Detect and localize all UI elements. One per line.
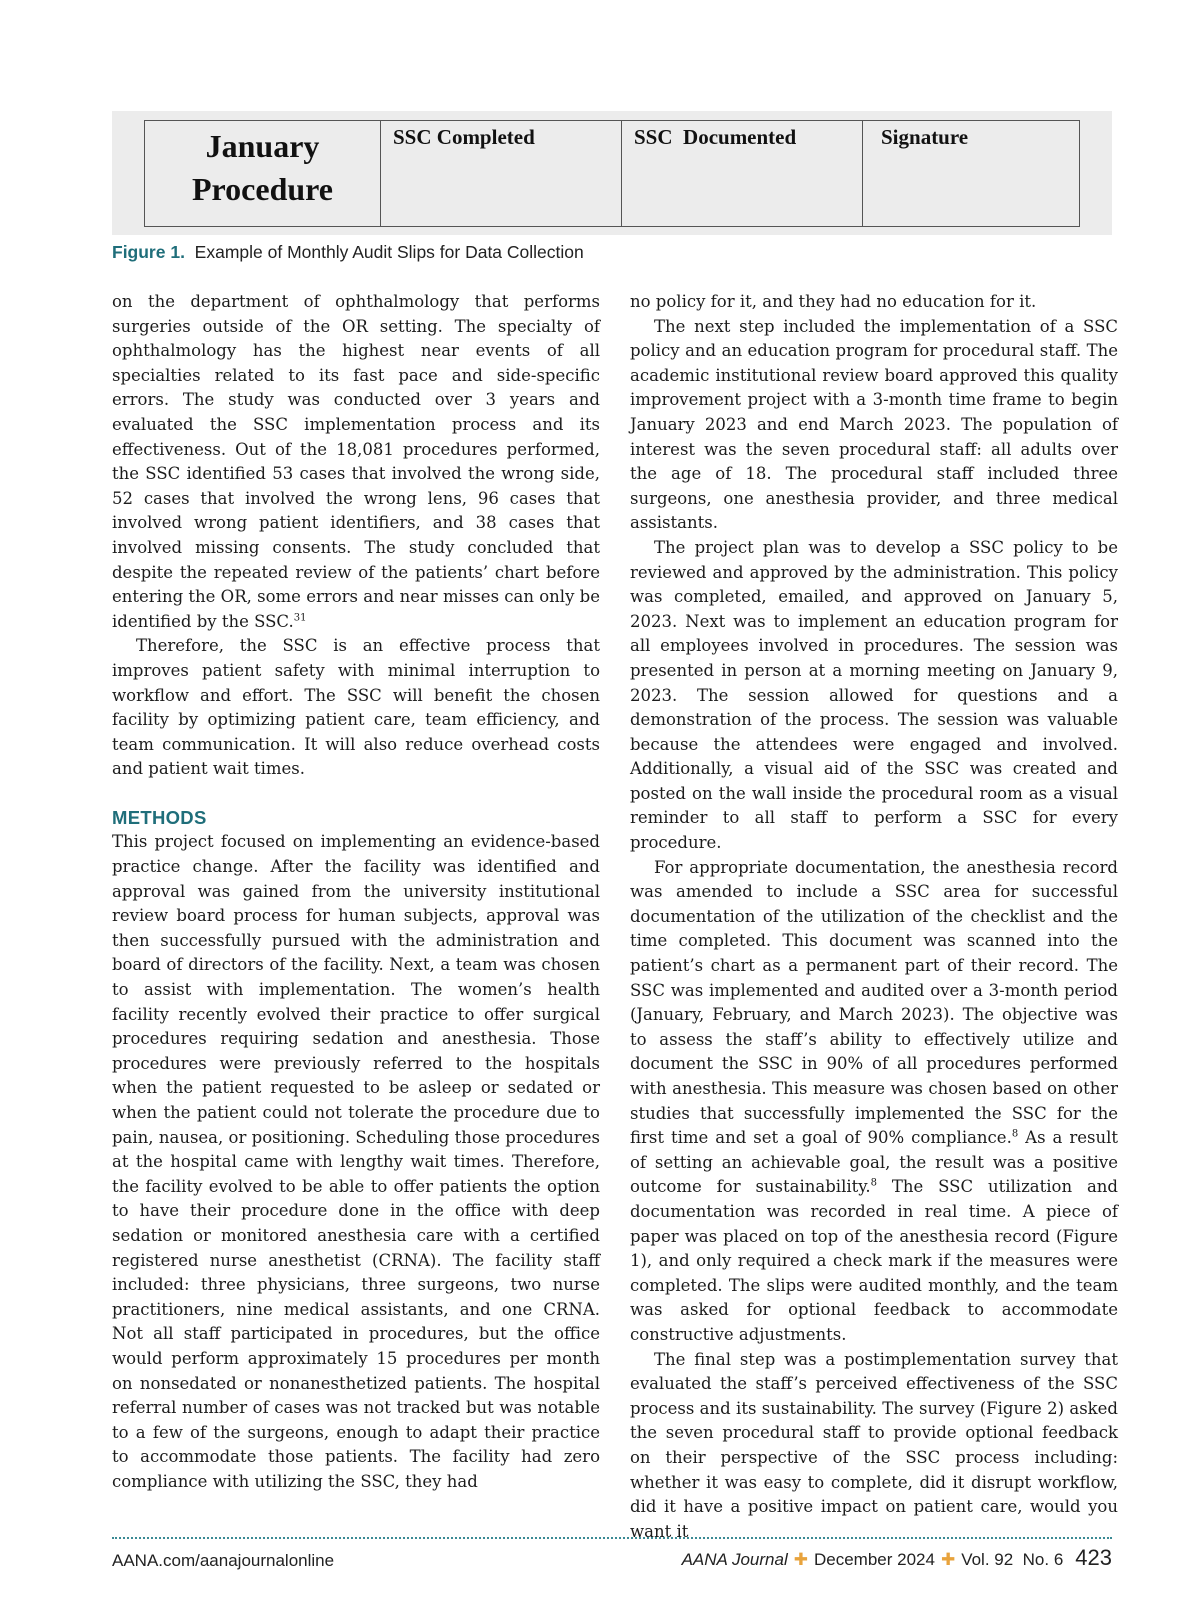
header-procedure: Procedure — [192, 171, 333, 207]
left-paragraph-1-text: on the department of ophthalmology that performs surgeries outside of the OR setting. The specialty of ophthalmology has the highest near events of all specialties related to its fast pace and side-specific errors. The study was conducted over 3 years and evaluated the SSC implementation process and its effectiveness. Out of the 18,081 procedures performed, the SSC identified 53 cases that involved the wrong side, 52 cases that involved the wrong lens, 96 cases that involved wrong patient identifiers, and 38 cases that involved missing consents. The study concluded that despite the repeated review of the patients’ chart before entering the OR, some errors and near misses can only be identified by the SSC. — [112, 292, 600, 631]
right-paragraph-1: no policy for it, and they had no education for it. — [630, 292, 1037, 311]
header-signature: Signature — [863, 121, 1080, 227]
figure-caption — [112, 242, 584, 263]
left-paragraph-2: Therefore, the SSC is an effective process that improves patient safety with minimal interruption to workflow and effort. The SSC will benefit the chosen facility by optimizing patient care, team efficiency, and team communication. It will also reduce overhead costs and patient wait times. — [112, 636, 600, 779]
reference-8b: 8 — [870, 1177, 878, 1189]
left-paragraph-1 — [112, 290, 600, 634]
header-january-procedure — [145, 121, 381, 227]
header-ssc-completed: SSC Completed — [381, 121, 622, 227]
header-january: January — [205, 128, 320, 164]
footer-dotted-rule — [112, 1537, 1112, 1539]
footer-date: December 2024 — [813, 1550, 935, 1569]
right-paragraph-4a: For appropriate documentation, the anesthesia record was amended to include a SSC area for successful documentation of the utilization of the checklist and the time completed. This document was scanned into the patient’s chart as a permanent part of their record. The SSC was implemented and audited over a 3-month period (January, February, and March 2023). The objective was to assess the staff’s ability to effectively utilize and document the SSC in 90% of all procedures performed with anesthesia. This measure was chosen based on other studies that successfully implemented the SSC for the first time and set a goal of 90% compliance. — [630, 857, 1118, 1148]
audit-slip-header-row — [145, 121, 1080, 227]
reference-8a: 8 — [1011, 1128, 1019, 1140]
footer-journal-name: AANA Journal — [681, 1550, 788, 1569]
plus-separator-icon: ✚ — [793, 1550, 808, 1569]
audit-slip-table — [144, 120, 1080, 227]
left-column — [112, 290, 600, 1495]
footer-page-number: 423 — [1075, 1545, 1112, 1570]
right-paragraph-3: The project plan was to develop a SSC policy to be reviewed and approved by the administration. This policy was completed, emailed, and approved on January 5, 2023. Next was to implement an education program for all employees involved in procedures. The session was presented in person at a morning meeting on January 9, 2023. The session allowed for questions and a demonstration of the process. The session was valuable because the attendees were engaged and involved. Additionally, a visual aid of the SSC was created and posted on the wall inside the procedural room as a visual reminder to all staff to perform a SSC for every procedure. — [630, 537, 1118, 853]
reference-31: 31 — [293, 612, 307, 624]
left-paragraph-3: This project focused on implementing an evidence-based practice change. After the facility was identified and approval was gained from the university institutional review board process for human subjects, approval was then successfully pursued with the administration and board of directors of the facility. Next, a team was chosen to assist with implementation. The women’s health facility recently evolved their practice to offer surgical procedures requiring sedation and anesthesia. Those procedures were previously referred to the hospitals when the patient requested to be asleep or sedated or when the patient could not tolerate the procedure due to pain, nausea, or positioning. Scheduling those procedures at the hospital came with lengthy wait times. Therefore, the facility evolved to be able to offer patients the option to have their procedure done in the office with deep sedation or monitored anesthesia care with a certified registered nurse anesthetist (CRNA). The facility staff included: three physicians, three surgeons, two nurse practitioners, nine medical assistants, and one CRNA. Not all staff participated in procedures, but the office would perform approximately 15 procedures per month on nonsedated or nonanesthetized patients. The hospital referral number of cases was not tracked but was notable to a few of the surgeons, enough to adapt their practice to accommodate those patients. The facility had zero compliance with utilizing the SSC, they had — [112, 832, 600, 1491]
right-paragraph-4c: The SSC utilization and documentation was recorded in real time. A piece of paper was placed on top of the anesthesia record (Figure 1), and only required a check mark if the measures were completed. The slips were audited monthly, and the team was asked for optional feedback to accommodate constructive adjustments. — [630, 1177, 1118, 1344]
footer-website[interactable]: AANA.com/aanajournalonline — [112, 1551, 335, 1570]
section-gap — [112, 782, 600, 806]
header-ssc-documented: SSC Documented — [622, 121, 863, 227]
right-paragraph-4 — [630, 856, 1118, 1348]
footer-journal-info — [682, 1545, 1112, 1571]
right-column — [630, 290, 1118, 1544]
right-paragraph-4b: As a result of setting an achievable goal, the result was a positive outcome for sustainability. — [630, 1128, 1118, 1197]
right-paragraph-2: The next step included the implementation of a SSC policy and an education program for procedural staff. The academic institutional review board approved this quality improvement project with a 3-month time frame to begin January 2023 and end March 2023. The population of interest was the seven procedural staff: all adults over the age of 18. The procedural staff included three surgeons, one anesthesia provider, and three medical assistants. — [630, 316, 1118, 533]
figure-caption-label: Figure 1. — [112, 242, 185, 262]
figure-caption-text: Example of Monthly Audit Slips for Data Collection — [194, 242, 584, 262]
methods-heading: METHODS — [112, 806, 207, 828]
plus-separator-icon: ✚ — [940, 1550, 956, 1569]
footer-volume: Vol. 92 No. 6 — [961, 1550, 1064, 1569]
right-paragraph-5: The final step was a postimplementation survey that evaluated the staff’s perceived effectiveness of the SSC process and its sustainability. The survey (Figure 2) asked the seven procedural staff to provide optional feedback on their perspective of the SSC process including: whether it was easy to complete, did it disrupt workflow, did it have a positive impact on patient care, would you want it — [630, 1349, 1118, 1541]
